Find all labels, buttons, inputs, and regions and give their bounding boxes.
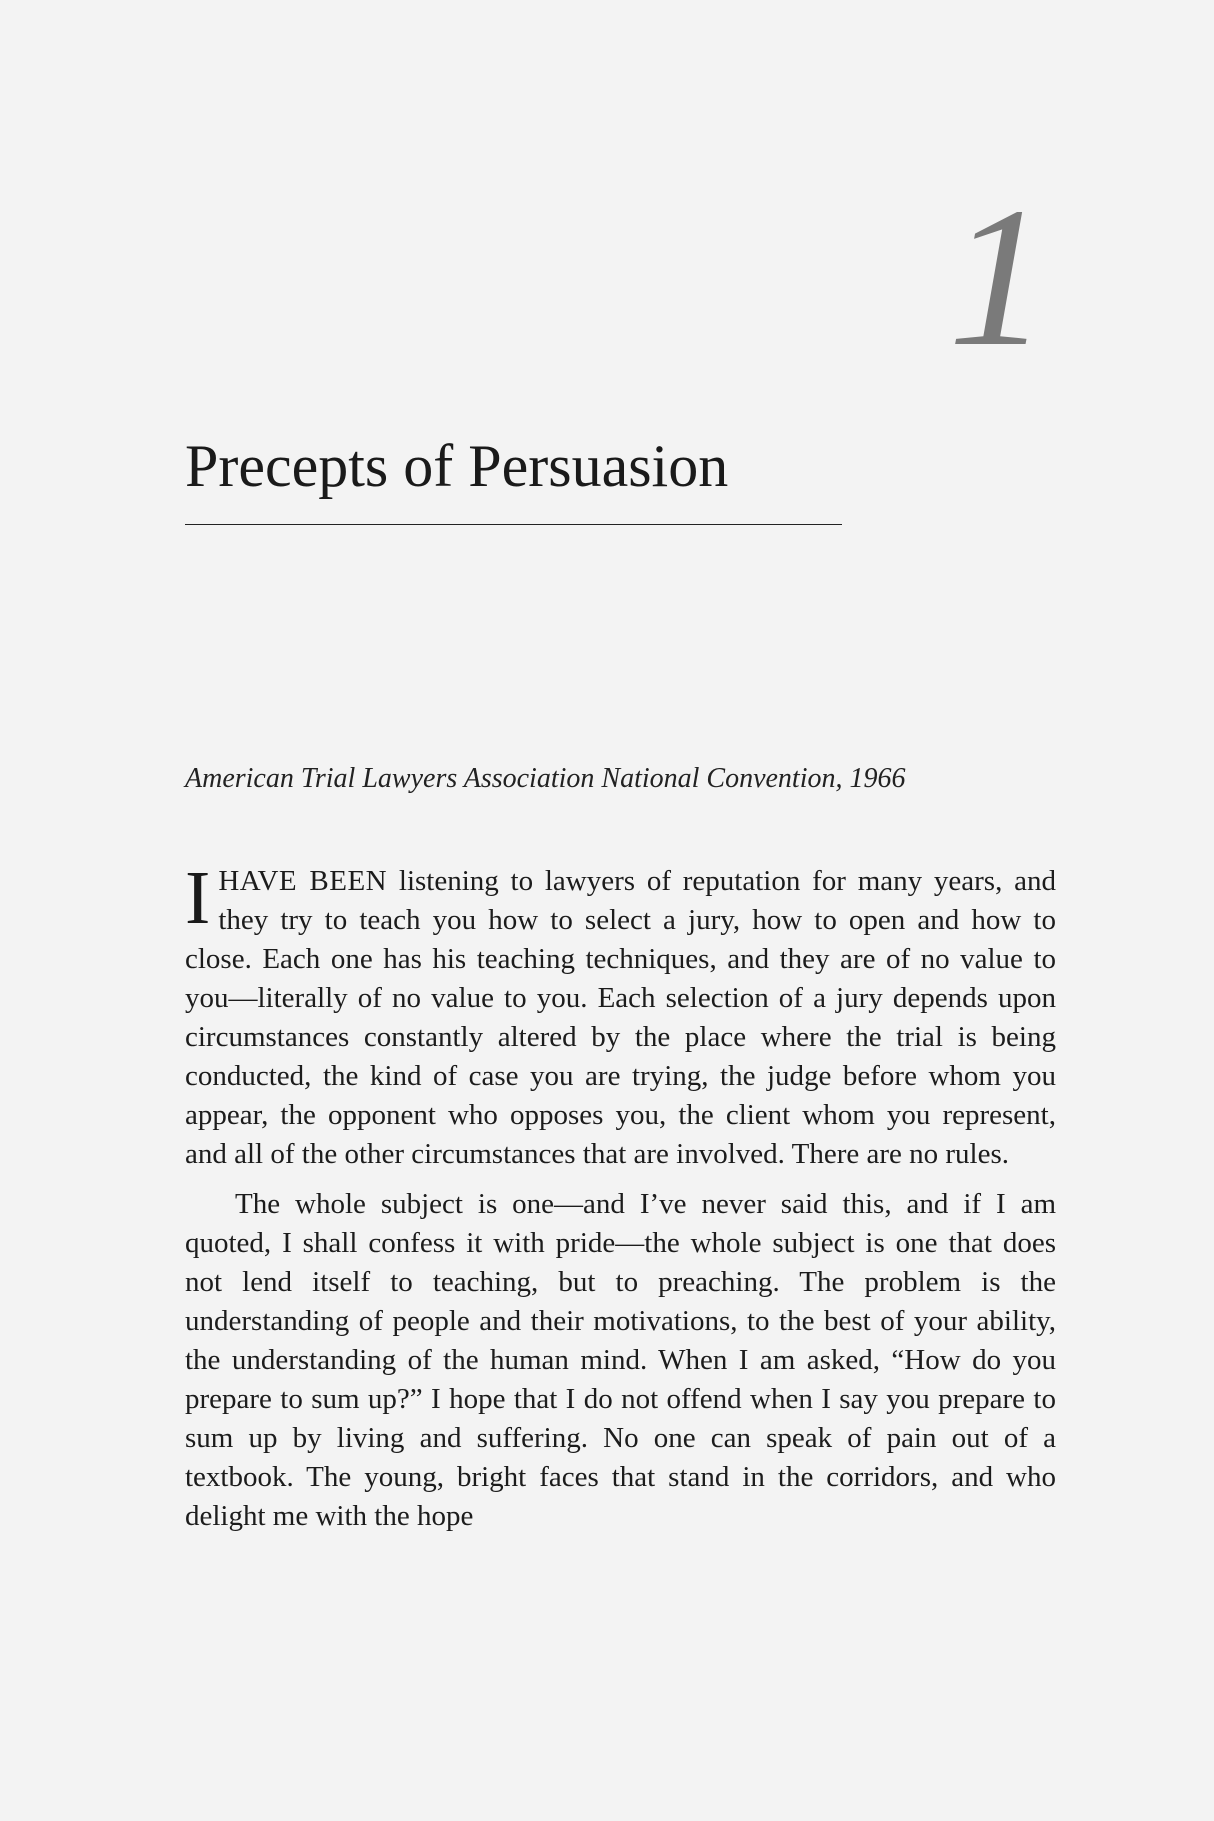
chapter-title: Precepts of Persuasion	[185, 433, 729, 499]
paragraph-1	[185, 856, 1056, 1174]
paragraph-1-text: listening to lawyers of reputation for many years, and they try to teach you how to select a jury, how to open and how to close. Each one has his teaching techniques, and they are of no value to you—literally of no value to you. Each selection of a jury depends upon circumstances constantly altered by the place where the trial is being conducted, the kind of case you are trying, the judge before whom you appear, the opponent who opposes you, the client whom you represent, and all of the other circumstances that are involved. There are no rules.	[185, 865, 1056, 1170]
epigraph: American Trial Lawyers Association National Convention, 1966	[185, 763, 906, 794]
body-text	[185, 856, 1056, 1536]
chapter-number: 1	[948, 167, 1048, 388]
paragraph-2: The whole subject is one—and I’ve never said this, and if I am quoted, I shall confess it with pride—the whole subject is one that does not lend itself to teaching, but to preaching. The problem is the understanding of people and their motivations, to the best of your ability, the understanding of the human mind. When I am asked, “How do you prepare to sum up?” I hope that I do not offend when I say you prepare to sum up by living and suffering. No one can speak of pain out of a textbook. The young, bright faces that stand in the corridors, and who delight me with the hope	[185, 1188, 1056, 1532]
title-divider	[185, 524, 842, 525]
paragraph-lead-caps: HAVE BEEN	[218, 865, 388, 897]
drop-cap: I	[185, 856, 211, 940]
